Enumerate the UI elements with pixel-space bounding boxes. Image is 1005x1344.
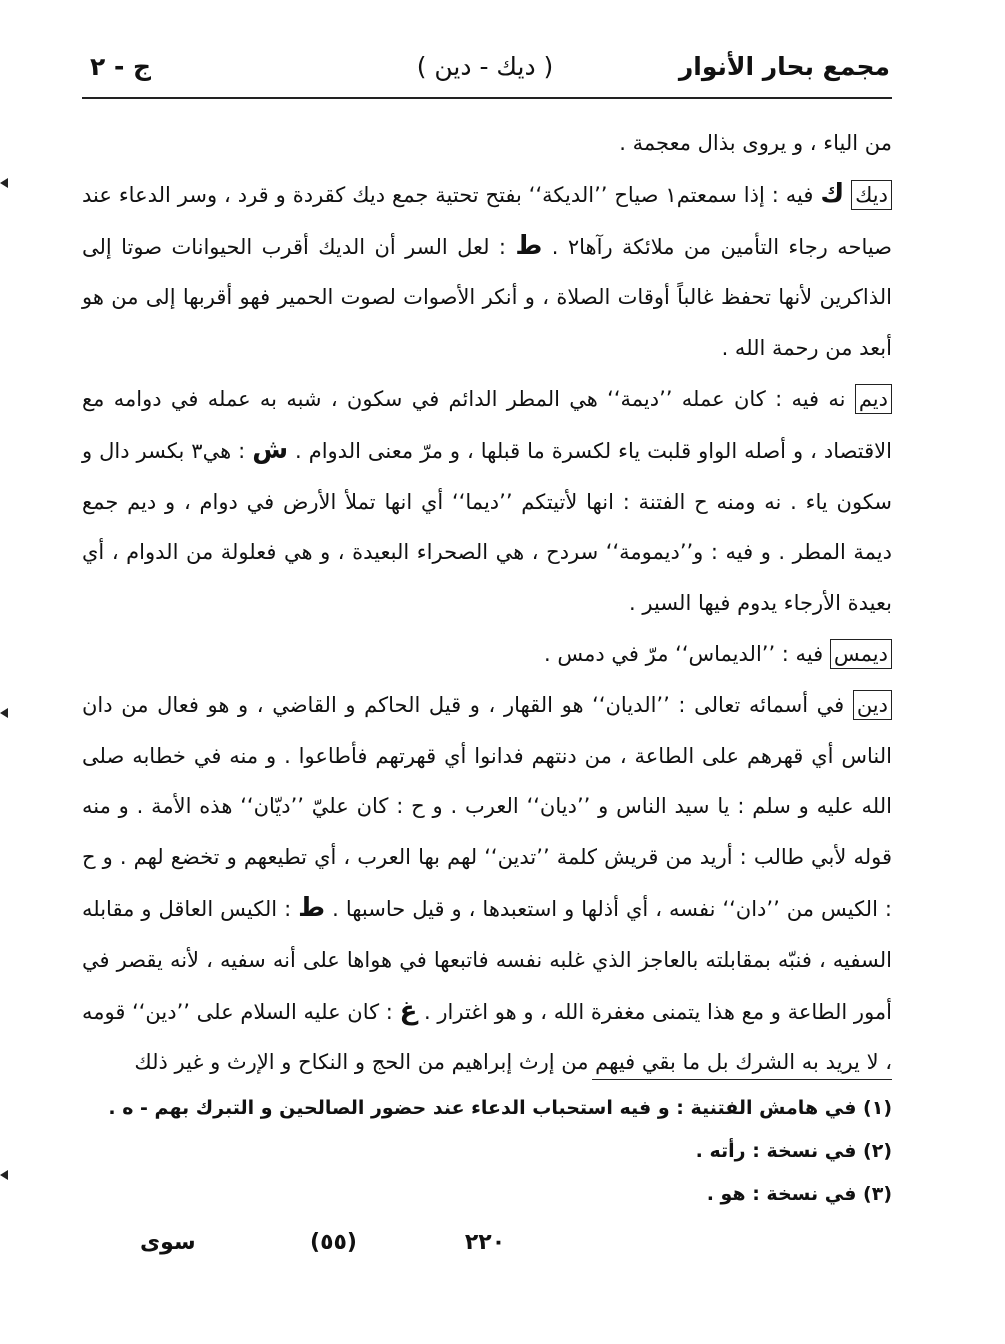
header-rule [82, 97, 892, 99]
source-abbr: ش [252, 434, 289, 465]
entry-heading: ديمس [830, 639, 892, 669]
source-abbr: ط [515, 230, 543, 261]
page-number: ٢٢٠ [464, 1230, 506, 1255]
signature-word: سوى [140, 1230, 196, 1255]
page-footer [80, 1230, 890, 1266]
entry-heading: ديك [851, 180, 892, 210]
source-abbr: غ [399, 995, 418, 1026]
entry-dim: ديم نه فيه : كان عمله ’’ديمة‘‘ هي المطر الدائم في سكون ، شبه به عمله في دوامه مع الاقتصاد ، و أصله الواو قلبت ياء لكسرة ما قبلها ، و مرّ معنى الدوام . ش : هي۳ بكسر دال و سكون ياء . نه ومنه ح الفتنة : انها لأتيتكم ’’ديما‘‘ أي انها تملأ الأرض في دوام ، و ديم جمع ديمة المطر . و فيه : و’’ديمومة‘‘ سردح ، هي الصحراء البعيدة ، و هي فعلولة من الدوام ، أي بعيدة الأرجاء يدوم فيها السير . [82, 374, 892, 629]
book-title: مجمع بحار الأنوار [678, 52, 890, 81]
main-text [82, 118, 892, 1088]
margin-arrow-icon [0, 178, 8, 188]
signature-mark: (٥٥) [310, 1230, 357, 1255]
running-header [80, 52, 890, 92]
footnote-1: (١) في هامش الفتنية : و فيه استحباب الدعاء عند حضور الصالحين و التبرك بهم - ه . [108, 1097, 892, 1119]
entry-din: دين في أسمائه تعالى : ’’الديان‘‘ هو القهار ، و قيل الحاكم و القاضي ، و هو فعال من دان الناس أي قهرهم على الطاعة ، من دنتهم فدانوا أي قهرتهم فأطاعوا . و منه في خطابه صلى الله عليه و سلم : يا سيد الناس و ’’ديان‘‘ العرب . و ح : كان عليّ ’’ديّان‘‘ هذه الأمة . و منه قوله لأبي طالب : أريد من قريش كلمة ’’تدين‘‘ لهم بها العرب ، أي تطيعهم و تخضع لهم . و ح : الكيس من ’’دان‘‘ نفسه ، أي أذلها و استعبدها ، و قيل حاسبها . ط : الكيس العاقل و مقابله السفيه ، فنبّه بمقابلته بالعاجز الذي غلبه نفسه فاتبعها في هواها على أنه سفيه ، لأنه يقصر في أمور الطاعة و مع هذا يتمنى مغفرة الله ، و هو اغترار . غ : كان عليه السلام على ’’دين‘‘ قومه ، لا يريد به الشرك بل ما بقي فيهم من إرث إبراهيم من الحج و النكاح و الإرث و غير ذلك [82, 680, 892, 1088]
footnote-3: (٣) في نسخة : هو . [706, 1183, 892, 1205]
footnotes [82, 1087, 892, 1216]
margin-arrow-icon [0, 1170, 8, 1180]
text-line: من الياء ، و يروى بذال معجمة . [619, 131, 892, 155]
margin-arrow-icon [0, 708, 8, 718]
footnote-2: (٢) في نسخة : رأته . [695, 1140, 892, 1162]
source-abbr: ط [298, 892, 326, 923]
entry-dik: ديك ك فيه : إذا سمعتم۱ صياح ’’الديكة‘‘ بفتح تحتية جمع ديك كقردة و قرد ، وسر الدعاء عند صياحه رجاء التأمين من ملائكة رآها۲ . ط : لعل السر أن الديك أقرب الحيوانات صوتا إلى الذاكرين لأنها تحفظ غالباً أوقات الصلاة ، و أنكر الأصوات لصوت الحمير فهو أقربها إلى من هو أبعد من رحمة الله . [82, 178, 893, 361]
entry-range: ( ديك - دين ) [416, 52, 554, 81]
source-abbr: ك [820, 178, 845, 209]
footnote-rule [592, 1079, 892, 1080]
entry-heading: دين [853, 690, 892, 720]
entry-heading: ديم [855, 384, 892, 414]
volume-number: ج - ٢ [90, 52, 152, 81]
entry-dimas: ديمس فيه : ’’الديماس‘‘ مرّ في دمس . [82, 629, 892, 680]
